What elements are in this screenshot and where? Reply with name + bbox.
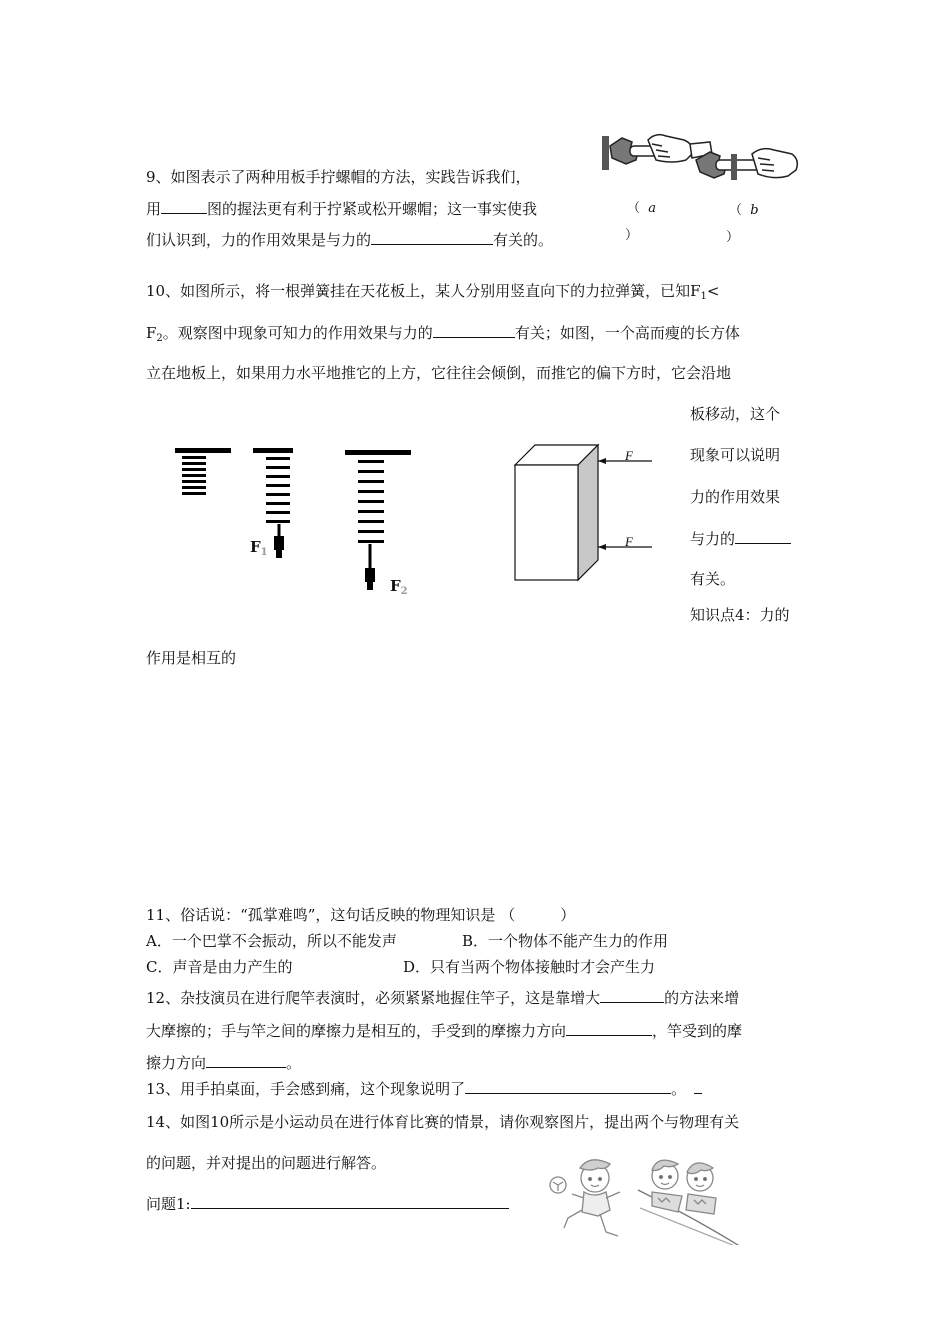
q12-blank-2[interactable] — [566, 1020, 652, 1036]
q12-blank-1[interactable] — [600, 987, 664, 1003]
q14-line-2: 的问题，并对提出的问题进行解答。 — [146, 1154, 387, 1172]
spring-f1-label: $F_1$ — [250, 538, 268, 558]
q11-option-d[interactable]: D．只有当两个物体接触时才会产生力 — [403, 958, 656, 976]
fig-b-caption-close: ） — [726, 230, 740, 245]
q10-side-6: 知识点4：力的 — [690, 606, 790, 624]
q9-blank-1[interactable] — [161, 198, 207, 214]
box-figure — [510, 440, 660, 585]
q12-line-3: 擦力方向 。 — [146, 1054, 302, 1072]
q10-line-2: $F_2$。观察图中现象可知力的作用效果与力的 有关；如图，一个高而瘦的长方体 — [146, 324, 740, 344]
wrench-b-illustration — [696, 149, 797, 180]
spring-2-coils — [266, 457, 290, 523]
q11-option-c[interactable]: C．声音是由力产生的 — [146, 958, 293, 976]
q10-side-4: 与力的 — [690, 528, 791, 549]
q10-line-3: 立在地板上，如果用力水平地推它的上方，它往往会倾倒，而推它的偏下方时，它会沿地 — [146, 364, 732, 382]
q9-line-2-start: 用 — [146, 200, 162, 218]
q14-answer-line[interactable] — [191, 1193, 509, 1209]
q11-option-b[interactable]: B．一个物体不能产生力的作用 — [462, 932, 669, 950]
q13-line: 13、用手拍桌面，手会感到痛，这个现象说明了 。 — [146, 1078, 702, 1099]
spring-1-coils — [182, 456, 206, 495]
q9-line-3 — [146, 229, 553, 250]
q9-line-1: 9、如图表示了两种用板手拧螺帽的方法，实践告诉我们， — [146, 168, 531, 186]
q12-blank-3[interactable] — [206, 1052, 286, 1068]
q12-line-2: 大摩擦的；手与竿之间的摩擦力是相互的，手受到的摩擦力方向 ，竿受到的摩 — [146, 1022, 743, 1040]
spring-figure — [170, 440, 420, 600]
fig-a-caption-close: ） — [625, 228, 639, 243]
spring-3-coils — [358, 460, 384, 543]
q9-line-3-end: 有关的。 — [493, 231, 554, 249]
q10-side-3: 力的作用效果 — [690, 488, 781, 506]
wrench-a-illustration — [602, 135, 712, 170]
q13-blank[interactable] — [465, 1078, 671, 1094]
q9-line-3-start: 们认识到，力的作用效果是与力的 — [146, 231, 372, 249]
q9-line-2 — [146, 198, 537, 219]
q9-blank-2[interactable] — [371, 229, 493, 245]
fig-a-caption: （ a — [627, 201, 657, 216]
q14-line-1: 14、如图10所示是小运动员在进行体育比赛的情景，请你观察图片，提出两个与物理有关 — [146, 1113, 740, 1131]
wrench-figure — [600, 132, 805, 190]
q11-option-a[interactable]: A．一个巴掌不会振动，所以不能发声 — [146, 932, 397, 950]
q10-continuation: 作用是相互的 — [146, 649, 237, 667]
spring-f2-label: $F_2$ — [390, 577, 408, 597]
q10-side-2: 现象可以说明 — [690, 446, 781, 464]
q9-line-2-end: 图的握法更有利于拧紧或松开螺帽；这一事实使我 — [207, 200, 538, 218]
box-force-label-top: F — [625, 448, 633, 463]
q10-side-5: 有关。 — [690, 570, 736, 588]
box-force-label-bottom: F — [625, 534, 633, 549]
fig-b-caption: （ b — [729, 203, 759, 218]
q10-blank-1[interactable] — [433, 322, 515, 338]
q10-line-1: 10、如图所示，将一根弹簧挂在天花板上，某人分别用竖直向下的力拉弹簧，已知$F_1<$ — [146, 282, 720, 302]
q10-side-1: 板移动，这个 — [690, 405, 781, 423]
q14-question-1: 问题1: — [146, 1193, 509, 1214]
athletes-illustration — [540, 1150, 750, 1245]
q11-stem: 11、俗话说：“孤掌难鸣”，这句话反映的物理知识是 （ ） — [146, 906, 576, 924]
q12-line-1: 12、杂技演员在进行爬竿表演时，必须紧紧地握住竿子，这是靠增大 的方法来增 — [146, 989, 740, 1007]
q10-blank-2[interactable] — [735, 528, 791, 544]
